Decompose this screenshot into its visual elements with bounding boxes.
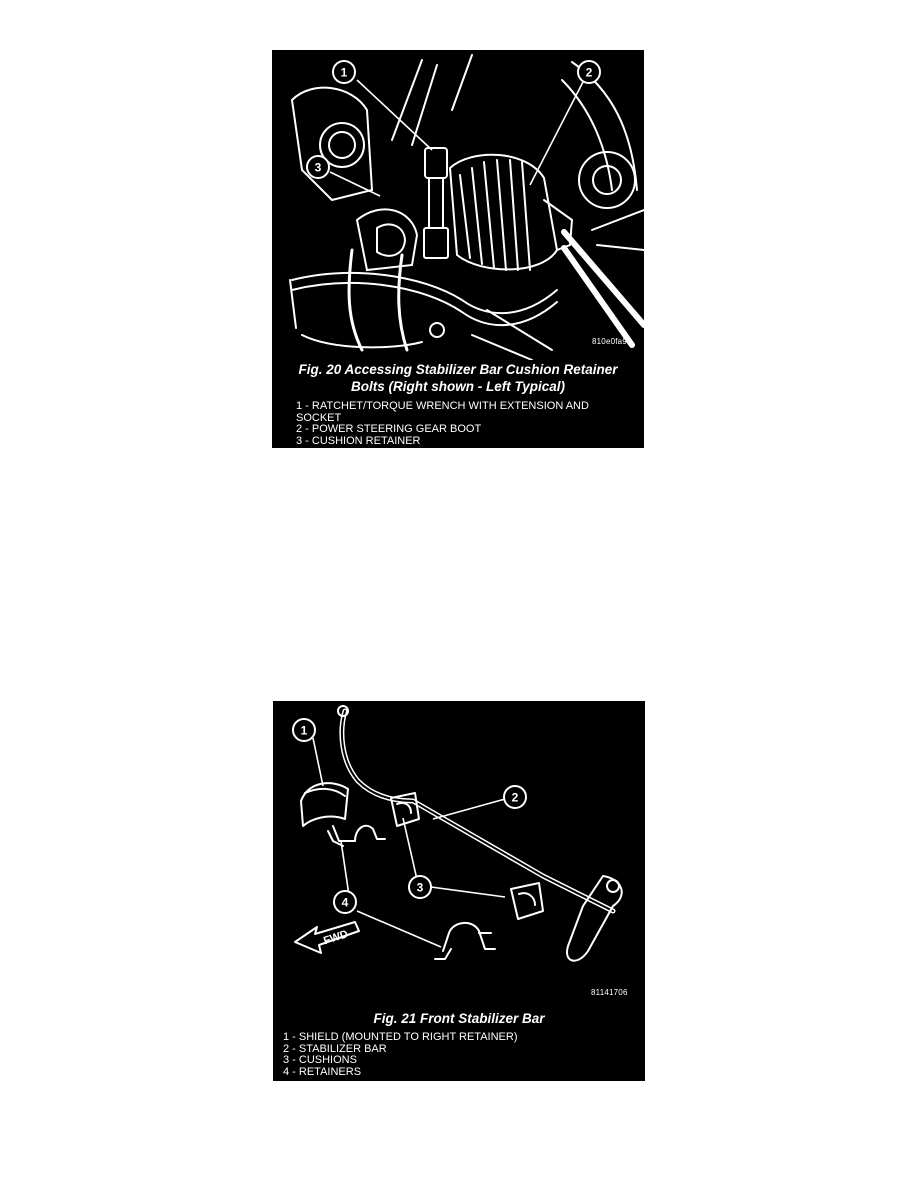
legend-item: 3 - CUSHION RETAINER bbox=[296, 434, 421, 447]
image-code: 81141706 bbox=[591, 988, 628, 997]
callout-2 bbox=[504, 786, 526, 808]
figure-caption-line2: Bolts (Right shown - Left Typical) bbox=[351, 379, 565, 394]
svg-text:4: 4 bbox=[341, 895, 349, 910]
legend-item: 2 - STABILIZER BAR bbox=[283, 1042, 387, 1055]
legend-item: 3 - CUSHIONS bbox=[283, 1054, 357, 1066]
legend-item: SOCKET bbox=[296, 411, 342, 424]
svg-text:1: 1 bbox=[340, 65, 348, 80]
svg-text:2: 2 bbox=[585, 65, 593, 80]
callout-2 bbox=[578, 61, 600, 83]
figure-legend bbox=[296, 401, 589, 447]
callout-3 bbox=[307, 156, 329, 178]
figure-20-illustration bbox=[272, 50, 644, 360]
callout-3 bbox=[409, 876, 431, 898]
svg-text:3: 3 bbox=[416, 880, 424, 895]
figure-legend bbox=[283, 1032, 518, 1078]
callout-1 bbox=[333, 61, 355, 83]
svg-text:1: 1 bbox=[300, 723, 308, 738]
figure-20 bbox=[272, 50, 644, 448]
svg-text:2: 2 bbox=[511, 790, 519, 805]
figure-21 bbox=[273, 701, 645, 1081]
legend-item: 1 - SHIELD (MOUNTED TO RIGHT RETAINER) bbox=[283, 1031, 518, 1043]
fwd-label: FWD bbox=[322, 928, 350, 948]
figure-caption: Fig. 21 Front Stabilizer Bar bbox=[373, 1011, 545, 1026]
figure-21-illustration bbox=[273, 701, 645, 1001]
svg-text:3: 3 bbox=[314, 160, 322, 175]
callout-4 bbox=[334, 891, 356, 913]
figure-caption-line1: Fig. 20 Accessing Stabilizer Bar Cushion Retainer bbox=[298, 362, 618, 377]
legend-item: 2 - POWER STEERING GEAR BOOT bbox=[296, 423, 482, 435]
callout-1 bbox=[293, 719, 315, 741]
image-code: 810e0fa9 bbox=[592, 337, 627, 346]
legend-item: 1 - RATCHET/TORQUE WRENCH WITH EXTENSION AND bbox=[296, 400, 589, 412]
legend-item: 4 - RETAINERS bbox=[283, 1065, 362, 1078]
